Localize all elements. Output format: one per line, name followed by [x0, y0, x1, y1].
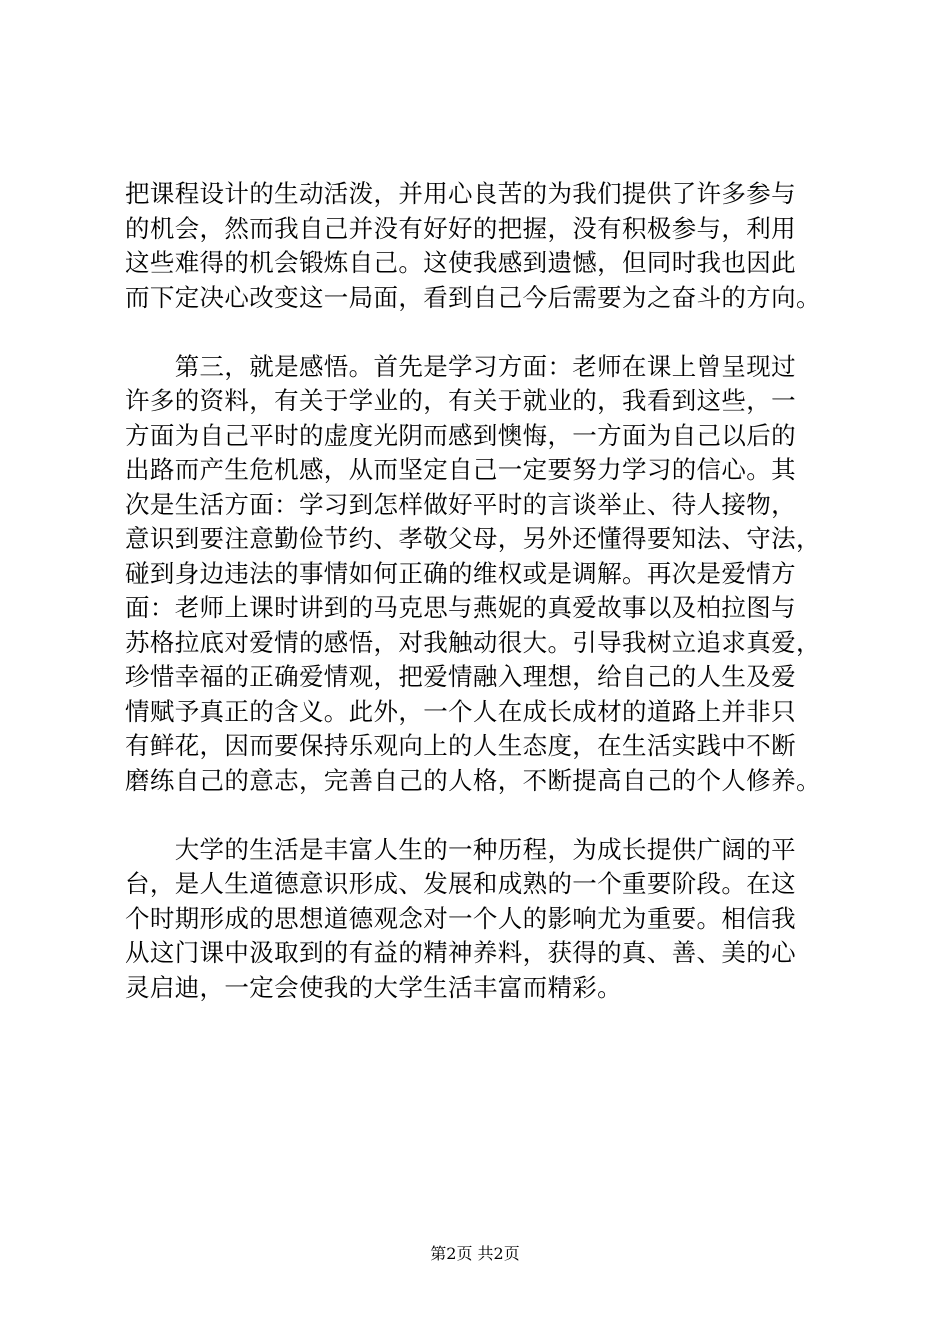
- text-line: 苏格拉底对爱情的感悟，对我触动很大。引导我树立追求真爱，: [125, 627, 821, 657]
- text-line: 灵启迪，一定会使我的大学生活丰富而精彩。: [125, 972, 622, 1002]
- text-line: 次是生活方面：学习到怎样做好平时的言谈举止、待人接物，: [125, 489, 796, 519]
- document-body: [125, 177, 827, 1005]
- text-line: 的机会，然而我自己并没有好好的把握，没有积极参与，利用: [125, 213, 796, 243]
- paragraph-spacer: [125, 798, 827, 833]
- page-number-label: 第2页 共2页: [430, 1244, 520, 1263]
- text-line: 个时期形成的思想道德观念对一个人的影响尤为重要。相信我: [125, 903, 796, 933]
- text-line: 把课程设计的生动活泼，并用心良苦的为我们提供了许多参与: [125, 179, 796, 208]
- text-line: 许多的资料，有关于学业的，有关于就业的，我看到这些，一: [125, 386, 796, 415]
- text-line: 出路而产生危机感，从而坚定自己一定要努力学习的信心。其: [125, 455, 796, 484]
- paragraph-1: [125, 177, 827, 315]
- text-line: 第三，就是感悟。首先是学习方面：老师在课上曾呈现过: [125, 351, 796, 381]
- text-line: 磨练自己的意志，完善自己的人格，不断提高自己的个人修养。: [125, 765, 821, 795]
- text-line: 台，是人生道德意识形成、发展和成熟的一个重要阶段。在这: [125, 869, 796, 898]
- page-footer: [0, 1244, 950, 1264]
- paragraph-spacer: [125, 315, 827, 350]
- text-line: 有鲜花，因而要保持乐观向上的人生态度，在生活实践中不断: [125, 731, 796, 760]
- paragraph-2: [125, 350, 827, 799]
- text-line: 而下定决心改变这一局面，看到自己今后需要为之奋斗的方向。: [125, 282, 821, 312]
- text-line: 碰到身边违法的事情如何正确的维权或是调解。再次是爱情方: [125, 558, 796, 588]
- text-line: 意识到要注意勤俭节约、孝敬父母，另外还懂得要知法、守法，: [125, 524, 821, 553]
- text-line: 从这门课中汲取到的有益的精神养料，获得的真、善、美的心: [125, 938, 796, 967]
- text-line: 情赋予真正的含义。此外，一个人在成长成材的道路上并非只: [125, 696, 796, 726]
- paragraph-3: [125, 833, 827, 1006]
- text-line: 方面为自己平时的虚度光阴而感到懊悔，一方面为自己以后的: [125, 420, 796, 450]
- text-line: 面：老师上课时讲到的马克思与燕妮的真爱故事以及柏拉图与: [125, 593, 796, 622]
- text-line: 这些难得的机会锻炼自己。这使我感到遗憾，但同时我也因此: [125, 248, 796, 277]
- text-line: 大学的生活是丰富人生的一种历程，为成长提供广阔的平: [125, 834, 796, 864]
- text-line: 珍惜幸福的正确爱情观，把爱情融入理想，给自己的人生及爱: [125, 662, 796, 691]
